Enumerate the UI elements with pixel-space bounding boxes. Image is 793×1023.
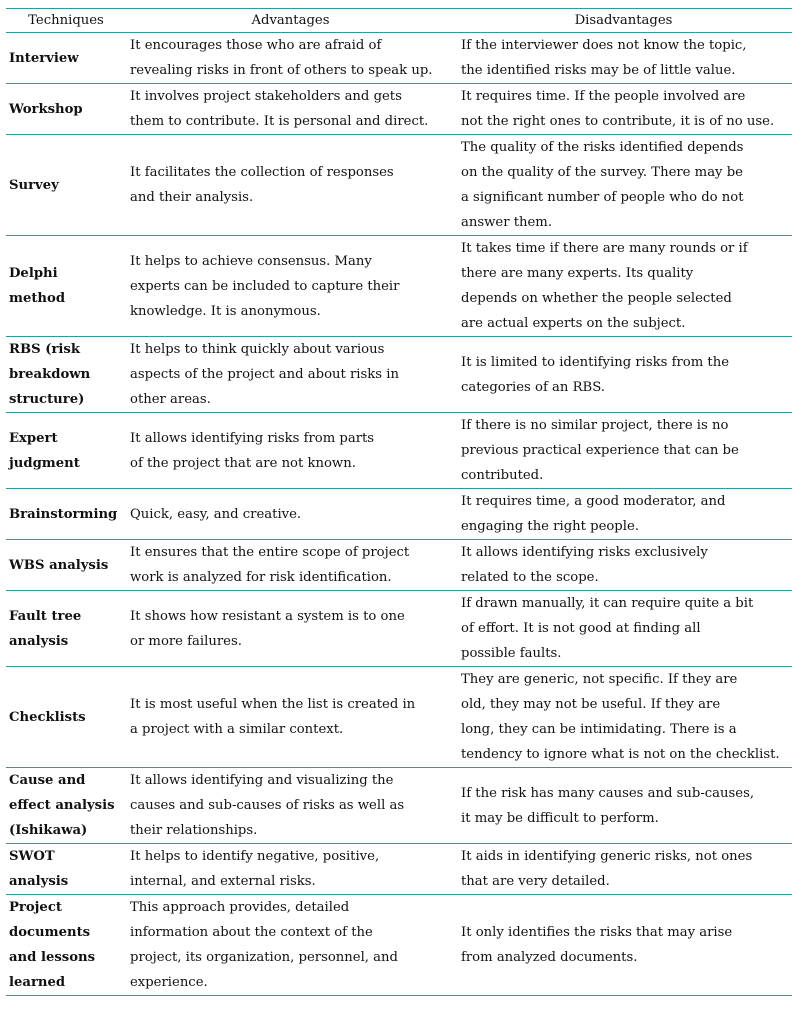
cell-text-line: analysis <box>9 633 69 649</box>
technique-cell <box>6 591 126 667</box>
disadvantages-cell <box>455 33 792 84</box>
cell-text-line: (Ishikawa) <box>9 823 88 838</box>
cell-text-line: They are generic, not specific. If they are <box>461 672 738 687</box>
cell-text-line: Quick, easy, and creative. <box>130 506 302 522</box>
table-row <box>6 84 792 135</box>
disadvantages-cell <box>455 84 792 135</box>
disadvantages-cell <box>455 540 792 591</box>
cell-text-line: it may be difficult to perform. <box>461 810 659 826</box>
cell-text-line: old, they may not be useful. If they are <box>461 697 721 712</box>
cell-text-line: This approach provides, detailed <box>130 900 350 915</box>
cell-text-line: previous practical experience that can be <box>461 443 739 458</box>
cell-text-line: judgment <box>9 455 80 471</box>
cell-text-line: other areas. <box>130 392 211 407</box>
disadvantages-cell <box>455 768 792 844</box>
technique-cell <box>6 135 126 236</box>
cell-text-line: Project <box>9 900 62 915</box>
cell-text-line: It aids in identifying generic risks, not ones <box>461 849 753 864</box>
cell-text-line: a significant number of people who do not <box>461 190 744 205</box>
cell-text-line: Delphi <box>9 266 58 281</box>
cell-text-line: It is most useful when the list is created in <box>130 697 416 712</box>
disadvantages-cell <box>455 591 792 667</box>
cell-text-line: aspects of the project and about risks in <box>130 367 399 382</box>
cell-text-line: It involves project stakeholders and gets <box>130 89 402 104</box>
technique-cell <box>6 413 126 489</box>
table-row <box>6 135 792 236</box>
cell-text-line: Interview <box>9 50 79 66</box>
advantages-cell <box>126 489 455 540</box>
cell-text-line: knowledge. It is anonymous. <box>130 303 321 319</box>
cell-text-line: If the interviewer does not know the topic, <box>461 38 747 53</box>
cell-text-line: answer them. <box>461 215 553 230</box>
cell-text-line: It helps to achieve consensus. Many <box>130 253 372 269</box>
technique-cell <box>6 33 126 84</box>
cell-text-line: from analyzed documents. <box>461 950 638 965</box>
cell-text-line: It takes time if there are many rounds or if <box>461 241 748 256</box>
cell-text-line: are actual experts on the subject. <box>461 316 686 331</box>
cell-text-line: or more failures. <box>130 633 242 649</box>
advantages-cell <box>126 667 455 768</box>
cell-text-line: It helps to identify negative, positive, <box>130 849 380 864</box>
cell-text-line: that are very detailed. <box>461 874 610 889</box>
disadvantages-cell <box>455 413 792 489</box>
cell-text-line: and their analysis. <box>130 190 254 205</box>
cell-text-line: contributed. <box>461 468 544 483</box>
cell-text-line: It helps to think quickly about various <box>130 342 385 357</box>
cell-text-line: It shows how resistant a system is to one <box>130 608 405 624</box>
cell-text-line: related to the scope. <box>461 570 599 585</box>
cell-text-line: The quality of the risks identified depends <box>461 140 744 155</box>
disadvantages-cell <box>455 844 792 895</box>
cell-text-line: structure) <box>9 392 85 407</box>
cell-text-line: not the right ones to contribute, it is of no use. <box>461 114 775 129</box>
cell-text-line: analysis <box>9 874 69 889</box>
header-techniques: Techniques <box>6 9 126 33</box>
table-row <box>6 844 792 895</box>
disadvantages-cell <box>455 236 792 337</box>
disadvantages-cell <box>455 135 792 236</box>
cell-text-line: them to contribute. It is personal and direct. <box>130 114 429 129</box>
technique-cell <box>6 895 126 996</box>
risk-techniques-table <box>6 8 792 996</box>
cell-text-line: method <box>9 291 66 306</box>
table-row <box>6 33 792 84</box>
technique-cell <box>6 337 126 413</box>
cell-text-line: It allows identifying and visualizing the <box>130 773 394 788</box>
advantages-cell <box>126 413 455 489</box>
cell-text-line: on the quality of the survey. There may be <box>461 165 743 180</box>
header-advantages: Advantages <box>126 9 455 33</box>
cell-text-line: WBS analysis <box>9 557 109 573</box>
table-row <box>6 413 792 489</box>
cell-text-line: It is limited to identifying risks from the <box>461 354 730 370</box>
cell-text-line: It facilitates the collection of responses <box>130 165 394 180</box>
table-header <box>6 9 792 33</box>
cell-text-line: If there is no similar project, there is no <box>461 418 729 433</box>
advantages-cell <box>126 135 455 236</box>
advantages-cell <box>126 33 455 84</box>
cell-text-line: tendency to ignore what is not on the checklist. <box>461 747 780 762</box>
cell-text-line: It allows identifying risks from parts <box>130 430 375 446</box>
advantages-cell <box>126 337 455 413</box>
cell-text-line: It only identifies the risks that may arise <box>461 925 733 940</box>
technique-cell <box>6 768 126 844</box>
cell-text-line: their relationships. <box>130 823 258 838</box>
technique-cell <box>6 540 126 591</box>
header-disadvantages: Disadvantages <box>455 9 792 33</box>
cell-text-line: of the project that are not known. <box>130 455 356 471</box>
cell-text-line: Survey <box>9 177 59 193</box>
table-row <box>6 768 792 844</box>
cell-text-line: learned <box>9 975 66 990</box>
cell-text-line: Checklists <box>9 709 86 725</box>
disadvantages-cell <box>455 337 792 413</box>
cell-text-line: experts can be included to capture their <box>130 278 400 294</box>
table-row <box>6 895 792 996</box>
cell-text-line: RBS (risk <box>9 342 80 357</box>
cell-text-line: of effort. It is not good at finding all <box>461 621 701 636</box>
table-row <box>6 591 792 667</box>
cell-text-line: breakdown <box>9 367 91 382</box>
advantages-cell <box>126 84 455 135</box>
advantages-cell <box>126 540 455 591</box>
header-row <box>6 9 792 33</box>
technique-cell <box>6 844 126 895</box>
table-row <box>6 337 792 413</box>
cell-text-line: there are many experts. Its quality <box>461 266 694 281</box>
cell-text-line: work is analyzed for risk identification. <box>130 570 392 585</box>
cell-text-line: internal, and external risks. <box>130 874 316 889</box>
cell-text-line: engaging the right people. <box>461 519 639 534</box>
cell-text-line: possible faults. <box>461 646 562 661</box>
cell-text-line: categories of an RBS. <box>461 379 605 395</box>
advantages-cell <box>126 768 455 844</box>
advantages-cell <box>126 844 455 895</box>
advantages-cell <box>126 591 455 667</box>
cell-text-line: a project with a similar context. <box>130 722 344 737</box>
disadvantages-cell <box>455 489 792 540</box>
cell-text-line: long, they can be intimidating. There is a <box>461 722 737 737</box>
cell-text-line: revealing risks in front of others to speak up. <box>130 63 433 78</box>
table-row <box>6 540 792 591</box>
cell-text-line: documents <box>9 925 91 940</box>
technique-cell <box>6 489 126 540</box>
cell-text-line: It ensures that the entire scope of project <box>130 545 410 560</box>
cell-text-line: It allows identifying risks exclusively <box>461 545 708 560</box>
cell-text-line: It requires time, a good moderator, and <box>461 494 726 509</box>
disadvantages-cell <box>455 667 792 768</box>
technique-cell <box>6 667 126 768</box>
cell-text-line: Expert <box>9 430 58 446</box>
table-row <box>6 667 792 768</box>
technique-cell <box>6 84 126 135</box>
cell-text-line: experience. <box>130 975 208 990</box>
cell-text-line: Brainstorming <box>9 506 118 522</box>
cell-text-line: Cause and <box>9 773 86 788</box>
cell-text-line: If drawn manually, it can require quite a bit <box>461 596 754 611</box>
cell-text-line: It encourages those who are afraid of <box>130 38 382 53</box>
cell-text-line: It requires time. If the people involved are <box>461 89 746 104</box>
cell-text-line: information about the context of the <box>130 925 373 940</box>
cell-text-line: project, its organization, personnel, and <box>130 950 398 965</box>
cell-text-line: causes and sub-causes of risks as well as <box>130 798 405 813</box>
cell-text-line: Workshop <box>9 101 83 117</box>
cell-text-line: Fault tree <box>9 608 82 624</box>
disadvantages-cell <box>455 895 792 996</box>
cell-text-line: effect analysis <box>9 798 115 813</box>
advantages-cell <box>126 895 455 996</box>
cell-text-line: SWOT <box>9 849 55 864</box>
cell-text-line: depends on whether the people selected <box>461 291 732 306</box>
advantages-cell <box>126 236 455 337</box>
table-body <box>6 33 792 996</box>
cell-text-line: and lessons <box>9 950 96 965</box>
cell-text-line: If the risk has many causes and sub-causes, <box>461 785 755 801</box>
cell-text-line: the identified risks may be of little value. <box>461 63 736 78</box>
table-row <box>6 236 792 337</box>
table-row <box>6 489 792 540</box>
technique-cell <box>6 236 126 337</box>
